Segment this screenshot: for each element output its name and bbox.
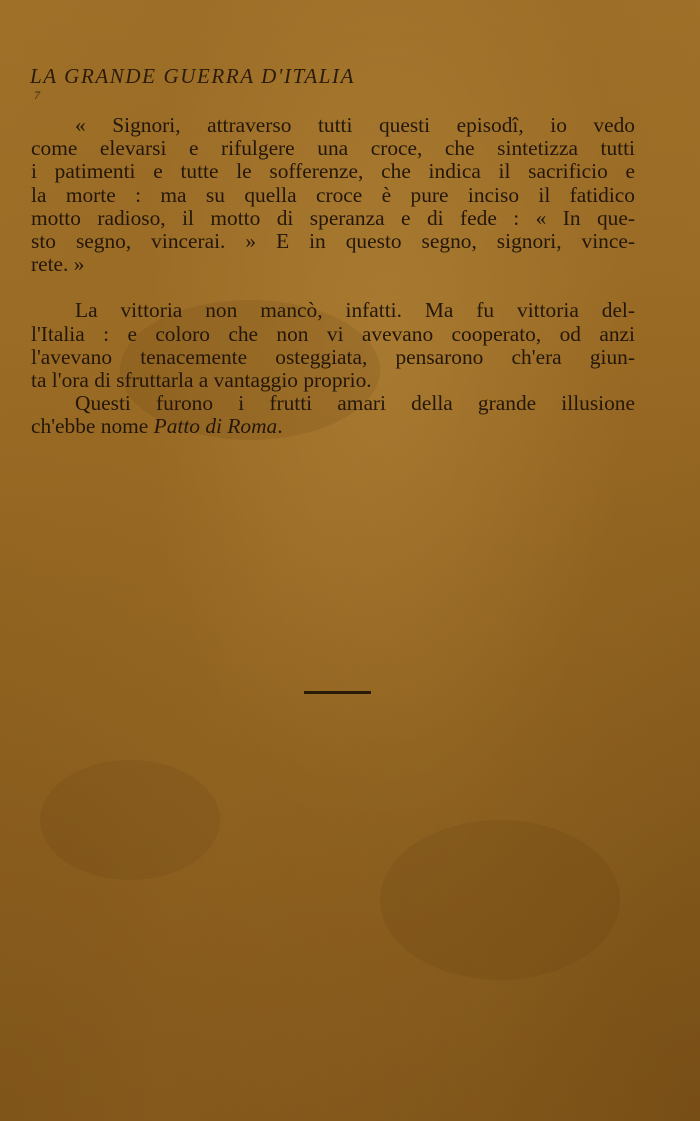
paragraph1-line: la morte : ma su quella croce è pure inciso il fatidico [31, 182, 635, 207]
paper-stain [380, 820, 620, 980]
paragraph1-line: rete. » [31, 252, 85, 277]
paragraph2-line: La vittoria non mancò, infatti. Ma fu vittoria del- [75, 298, 635, 323]
paragraph1-line: « Signori, attraverso tutti questi episodî, io vedo [75, 113, 635, 137]
paragraph1-line: come elevarsi e rifulgere una croce, che sintetizza tutti [31, 136, 635, 161]
paragraph2-line: l'Italia : e coloro che non vi avevano cooperato, od anzi [31, 321, 635, 346]
paragraph2-line: l'avevano tenacemente osteggiata, pensarono ch'era giun- [31, 344, 635, 369]
pact-title: Patto di Roma [153, 414, 278, 439]
paragraph1-line: sto segno, vincerai. » E in questo segno, signori, vince- [31, 229, 635, 254]
paragraph3-punctuation: . [277, 414, 283, 439]
running-head: LA GRANDE GUERRA D'ITALIA [30, 64, 356, 88]
paragraph3-line: Questi furono i frutti amari della grande illusione [75, 391, 635, 416]
paragraph-gap [31, 276, 635, 299]
paragraph1-line: i patimenti e tutte le sofferenze, che indica il sacrificio e [31, 159, 635, 184]
body-text [31, 114, 635, 439]
paragraph1-line: motto radioso, il motto di speranza e di fede : « In que- [31, 205, 635, 230]
section-rule [304, 691, 371, 694]
paragraph2-line: ta l'ora di sfruttarla a vantaggio proprio. [31, 368, 372, 393]
paper-stain [40, 760, 220, 880]
running-head-mark: 7 [34, 88, 40, 102]
paragraph3-text: ch'ebbe nome [31, 414, 154, 439]
paragraph3-line [31, 415, 635, 438]
